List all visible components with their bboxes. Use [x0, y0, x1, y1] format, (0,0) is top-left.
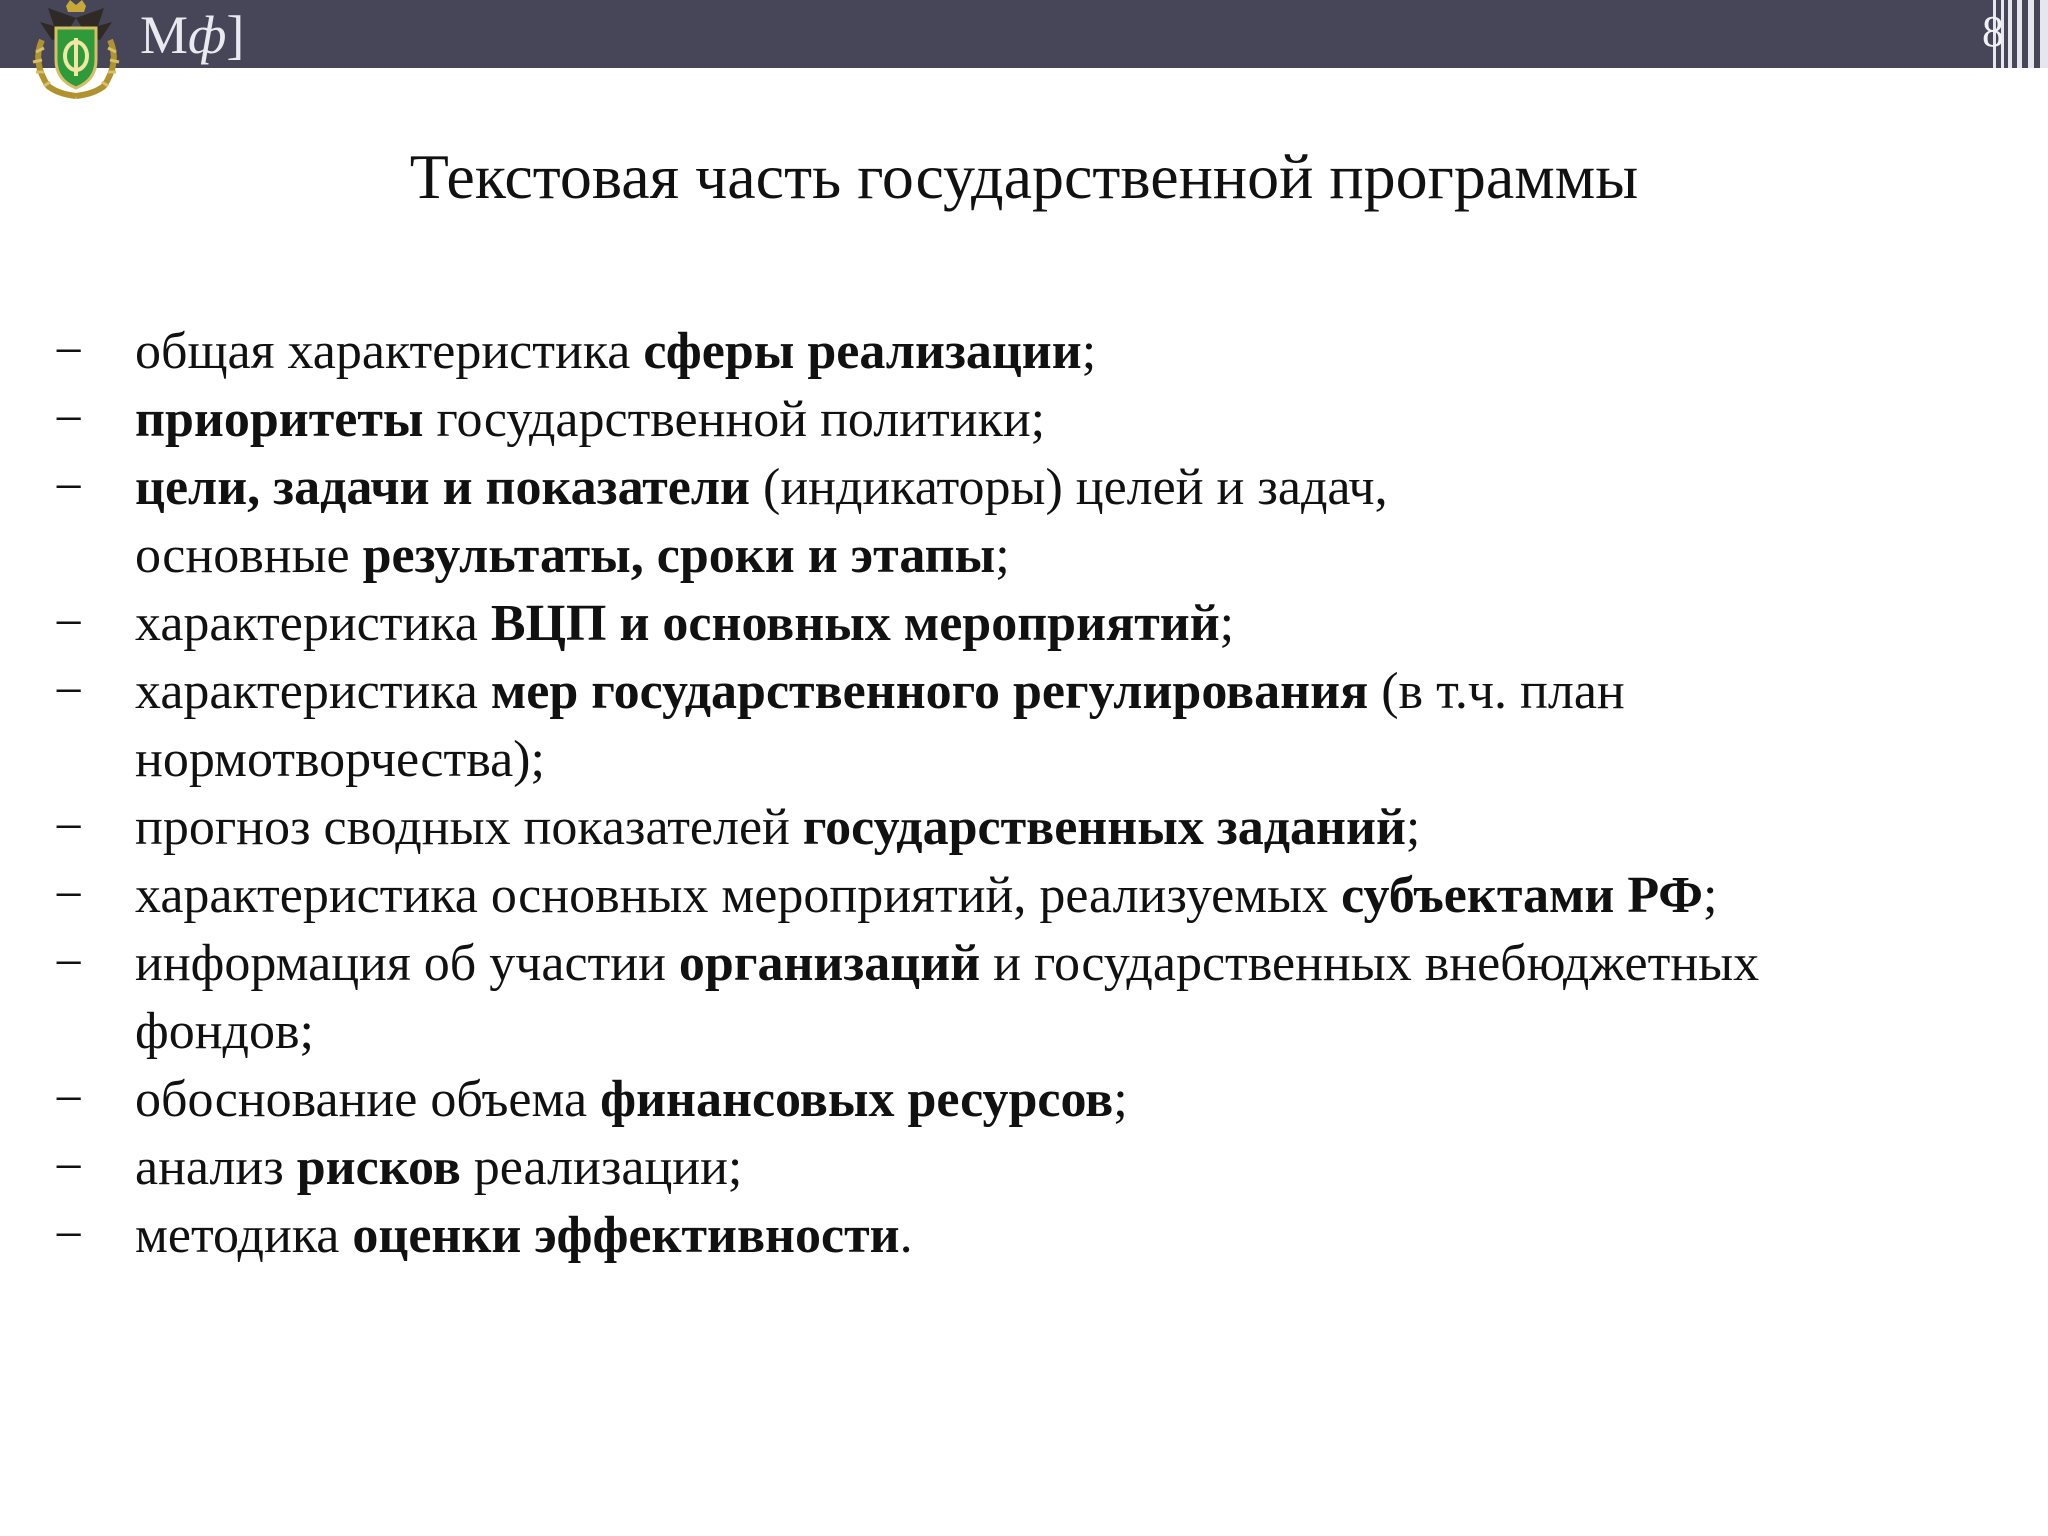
bullet-dash: − — [54, 323, 84, 380]
bullet-dash: − — [54, 1207, 84, 1264]
list-item — [54, 454, 2014, 590]
list-item — [54, 658, 2014, 794]
item-text: ; — [1702, 867, 1718, 924]
emphasized-text: ВЦП и основных мероприятий — [490, 595, 1220, 652]
item-text: методика — [135, 1207, 353, 1264]
item-text: основные — [135, 527, 363, 584]
item-text: государственной политики; — [423, 391, 1046, 448]
emphasized-text: финансовых ресурсов — [600, 1071, 1114, 1128]
emphasized-text: цели, задачи и показатели — [135, 459, 750, 516]
bullet-dash: − — [54, 799, 84, 856]
bullet-dash: − — [54, 459, 84, 516]
item-text: информация об участии — [135, 935, 679, 992]
item-text: ; — [1405, 799, 1421, 856]
emphasized-text: рисков — [296, 1139, 461, 1196]
item-text: (индикаторы) целей и задач, — [750, 459, 1388, 516]
bullet-dash: − — [54, 867, 84, 924]
slide-number: 8 — [1982, 7, 2004, 56]
list-item — [54, 930, 2014, 1066]
item-text: фондов; — [135, 1003, 314, 1060]
emphasized-text: результаты, сроки и этапы — [362, 527, 996, 584]
item-text: реализации; — [460, 1139, 743, 1196]
list-item — [54, 1202, 2014, 1270]
emphasized-text: мер государственного регулирования — [490, 663, 1369, 720]
emphasized-text: приоритеты — [135, 391, 424, 448]
item-text: характеристика — [135, 663, 491, 720]
item-text: ; — [995, 527, 1010, 584]
item-text: и государственных внебюджетных — [980, 935, 1760, 992]
emphasized-text: организаций — [678, 935, 981, 992]
item-text: . — [899, 1207, 913, 1264]
list-item — [54, 1134, 2014, 1202]
bullet-dash: − — [54, 663, 84, 720]
list-item — [54, 590, 2014, 658]
list-item — [54, 1066, 2014, 1134]
bullet-dash: − — [54, 1139, 84, 1196]
item-text: прогноз сводных показателей — [135, 799, 803, 856]
item-text: ; — [1081, 323, 1097, 380]
item-text: нормотворчества); — [135, 731, 545, 788]
bullet-dash: − — [54, 391, 84, 448]
header-bar — [0, 0, 2048, 68]
bullet-dash: − — [54, 935, 84, 992]
list-item — [54, 862, 2014, 930]
emphasized-text: оценки эффективности — [352, 1207, 900, 1264]
ministry-coat-of-arms-icon — [28, 0, 124, 100]
item-text: обоснование объема — [135, 1071, 601, 1128]
item-text: анализ — [135, 1139, 297, 1196]
item-text: характеристика — [135, 595, 491, 652]
emphasized-text: государственных заданий — [802, 799, 1406, 856]
item-text: ; — [1219, 595, 1235, 652]
list-item — [54, 386, 2014, 454]
item-text: (в т.ч. план — [1368, 663, 1625, 720]
item-text: характеристика основных мероприятий, реализуемых — [135, 867, 1342, 924]
bullet-dash: − — [54, 595, 84, 652]
content-list — [54, 318, 2014, 1270]
emphasized-text: субъектами РФ — [1341, 867, 1703, 924]
brand-logo-text: Мф] — [140, 5, 245, 65]
emphasized-text: сферы реализации — [643, 323, 1082, 380]
item-text: ; — [1113, 1071, 1128, 1128]
slide-title: Текстовая часть государственной программы — [409, 141, 1639, 212]
list-item — [54, 794, 2014, 862]
list-item — [54, 318, 2014, 386]
bullet-dash: − — [54, 1071, 84, 1128]
item-text: общая характеристика — [135, 323, 644, 380]
